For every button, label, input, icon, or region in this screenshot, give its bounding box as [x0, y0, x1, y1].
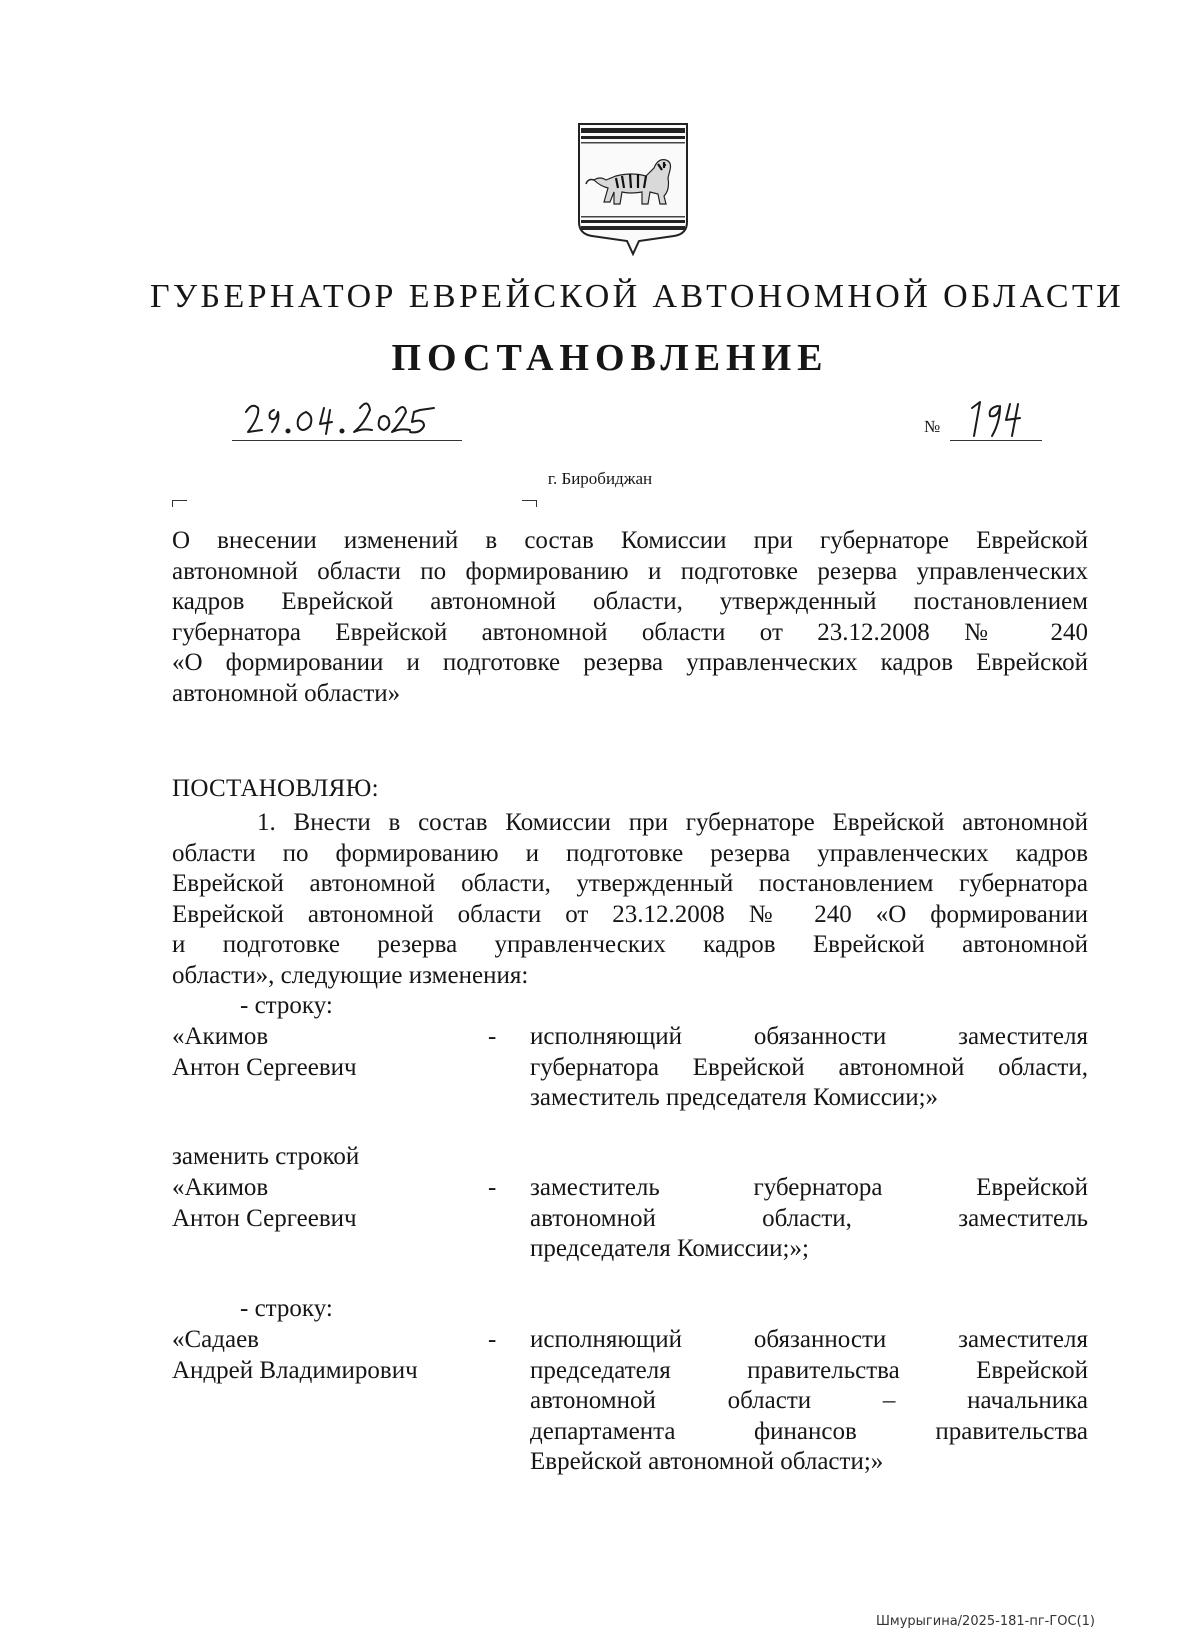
row-label: - строку:: [240, 992, 333, 1019]
body-line: области», следующие изменения:: [172, 961, 529, 989]
body-line: Еврейской автономной области от 23.12.2008 № 240 «О формировании: [172, 900, 1088, 928]
title-bracket-left: [172, 500, 187, 507]
coat-of-arms-emblem: [576, 122, 690, 256]
title-line: автономной области по формированию и подготовке резерва управленческих: [172, 557, 1088, 585]
handwritten-number: [966, 398, 1026, 442]
title-line: О внесении изменений в состав Комиссии при губернаторе Еврейской: [172, 527, 1088, 554]
member-name: «Садаев Андрей Владимирович: [172, 1326, 418, 1384]
member-position: исполняющий обязанности заместителя председателя правительства Еврейской автономной области – начальника департамента финансов правительства Еврейской автономной области;»: [530, 1326, 1088, 1476]
member-name: «Акимов Антон Сергеевич: [172, 1174, 357, 1232]
title-line: «О формировании и подготовке резерва управленческих кадров Еврейской: [172, 649, 1088, 677]
body-line: области по формированию и подготовке резерва управленческих кадров: [172, 839, 1088, 867]
decree-word: ПОСТАНОВЛЯЮ:: [172, 775, 379, 802]
body-line: 1. Внести в состав Комиссии при губернаторе Еврейской автономной: [257, 809, 1088, 836]
member-position: исполняющий обязанности заместителя губернатора Еврейской автономной области, заместитель председателя Комиссии;»: [530, 1023, 1088, 1112]
number-underline: [950, 440, 1042, 441]
document-type-heading: ПОСТАНОВЛЕНИЕ: [391, 337, 829, 379]
city-label: г. Биробиджан: [547, 469, 653, 488]
document-title: [172, 526, 1088, 710]
member-name: «Акимов Антон Сергеевич: [172, 1023, 357, 1081]
number-sign: №: [924, 417, 941, 436]
document-code: Шмурыгина/2025-181-пг-ГОС(1): [876, 1614, 1095, 1629]
title-line: губернатора Еврейской автономной области от 23.12.2008 № 240: [172, 618, 1088, 646]
body-line: и подготовке резерва управленческих кадров Еврейской автономной: [172, 931, 1088, 959]
date-underline: [232, 440, 462, 441]
governor-title: ГУБЕРНАТОР ЕВРЕЙСКОЙ АВТОНОМНОЙ ОБЛАСТИ: [150, 278, 1125, 315]
body-paragraph: [172, 808, 1088, 992]
handwritten-date: [244, 398, 444, 442]
title-bracket-right: [522, 500, 537, 507]
entry-dash: -: [488, 1326, 497, 1353]
row-label: - строку:: [240, 1295, 333, 1322]
replace-label: заменить строкой: [172, 1143, 360, 1170]
title-line: автономной области»: [172, 679, 401, 707]
entry-dash: -: [488, 1023, 497, 1050]
entry-dash: -: [488, 1174, 497, 1201]
body-line: Еврейской автономной области, утвержденный постановлением губернатора: [172, 870, 1088, 898]
member-position: заместитель губернатора Еврейской автономной области, заместитель председателя Комиссии;»;: [530, 1174, 1088, 1263]
title-line: кадров Еврейской автономной области, утвержденный постановлением: [172, 588, 1088, 616]
